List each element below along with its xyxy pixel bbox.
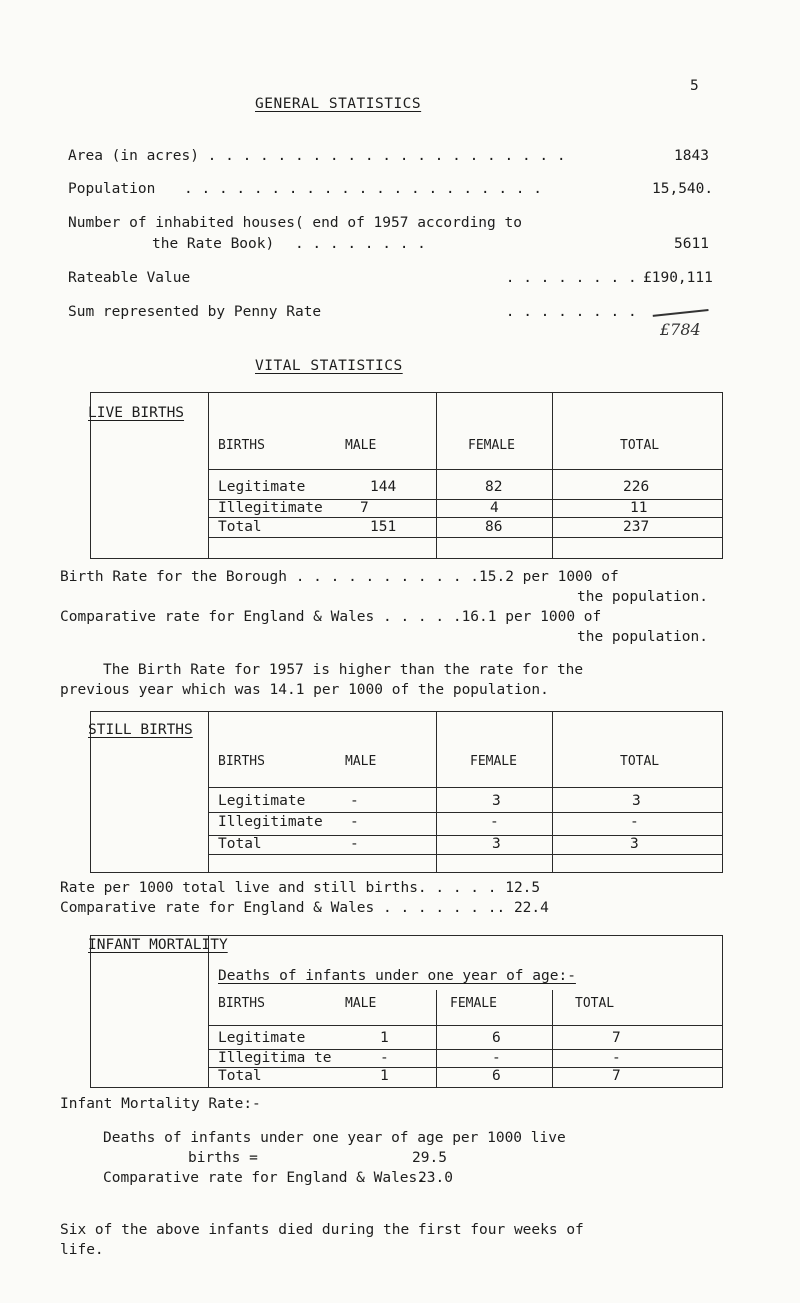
header-female: FEMALE (468, 438, 515, 453)
population-label: Population . . . . . . . . . . . . . . . . . . . . . (68, 181, 542, 197)
row-male: - (380, 1050, 389, 1066)
header-male: MALE (345, 996, 377, 1011)
rateable-label: Rateable Value (68, 270, 191, 286)
row-dash: - (350, 814, 359, 830)
row-label: Legitimate (218, 793, 306, 809)
penny-rate-value: £784 (660, 320, 701, 339)
row-total: 7 (612, 1030, 621, 1046)
infant-mortality-title: INFANT MORTALITY (88, 937, 228, 953)
row-female: 6 (492, 1068, 501, 1084)
row-male: 144 (370, 479, 397, 495)
houses-label: Number of inhabited houses( end of 1957 according to (68, 215, 522, 231)
row-total: 3 (630, 836, 639, 852)
header-female: FEMALE (470, 754, 517, 769)
infant-rate-line: Deaths of infants under one year of age per 1000 live (103, 1130, 566, 1146)
header-female: FEMALE (450, 996, 497, 1011)
row-label: Illegitima te (218, 1050, 332, 1066)
row-male: 151 (370, 519, 397, 535)
row-label: Total (218, 519, 262, 535)
live-births-title: LIVE BIRTHS (88, 405, 185, 421)
row-label: Total (218, 836, 262, 852)
row-female: 3 (492, 793, 501, 809)
row-female: - (492, 1050, 501, 1066)
rateable-leader: . . . . . . . . (497, 270, 637, 286)
birth-rate-paragraph: previous year which was 14.1 per 1000 of the population. (60, 682, 549, 698)
row-female: 86 (485, 519, 503, 535)
closing-line: life. (60, 1242, 104, 1258)
header-births: BIRTHS (218, 438, 265, 453)
row-total: 7 (612, 1068, 621, 1084)
still-births-title: STILL BIRTHS (88, 722, 193, 738)
row-female: 82 (485, 479, 503, 495)
row-female: 3 (492, 836, 501, 852)
header-male: MALE (345, 754, 377, 769)
row-total: - (612, 1050, 621, 1066)
row-label: Illegitimate (218, 814, 323, 830)
birth-rate-paragraph: The Birth Rate for 1957 is higher than the rate for the (103, 662, 584, 678)
row-female: 4 (490, 500, 499, 516)
area-label: Area (in acres) . . . . . . . . . . . . . . . . . . . . . (68, 148, 566, 164)
row-dash: - (350, 836, 359, 852)
row-total: 3 (632, 793, 641, 809)
vital-statistics-heading: VITAL STATISTICS (255, 358, 403, 374)
infant-rate-line: Comparative rate for England & Wales. (103, 1170, 427, 1186)
infant-rate-value: 29.5 (412, 1150, 447, 1166)
penny-rate-struck (651, 297, 708, 317)
header-total: TOTAL (620, 438, 660, 453)
row-label: Legitimate (218, 479, 306, 495)
penny-rate-label: Sum represented by Penny Rate (68, 304, 322, 320)
row-total: 11 (630, 500, 648, 516)
birth-rate-line: Comparative rate for England & Wales . . . . .16.1 per 1000 of (60, 609, 602, 625)
birth-rate-line: Birth Rate for the Borough . . . . . . . . . . .15.2 per 1000 of (60, 569, 619, 585)
row-total: 226 (623, 479, 650, 495)
rateable-value: £190,111 (643, 270, 713, 286)
header-male: MALE (345, 438, 377, 453)
infant-rate-heading: Infant Mortality Rate:- (60, 1096, 261, 1112)
closing-line: Six of the above infants died during the first four weeks of (60, 1222, 584, 1238)
penny-rate-leader: . . . . . . . . (497, 304, 637, 320)
header-births: BIRTHS (218, 996, 265, 1011)
houses-label-cont: the Rate Book) . . . . . . . . (152, 236, 426, 252)
row-male: 1 (380, 1068, 389, 1084)
infant-subtitle: Deaths of infants under one year of age:- (218, 968, 576, 984)
infant-rate-line: births = (188, 1150, 258, 1166)
infant-rate-comparative-value: 23.0 (418, 1170, 453, 1186)
area-value: 1843 (674, 148, 709, 164)
header-births: BIRTHS (218, 754, 265, 769)
birth-rate-line: the population. (577, 629, 708, 645)
still-rate-line: Rate per 1000 total live and still births. . . . . 12.5 (60, 880, 541, 896)
houses-value: 5611 (674, 236, 709, 252)
birth-rate-line: the population. (577, 589, 708, 605)
population-value: 15,540. (652, 181, 714, 197)
page-number: 5 (690, 78, 699, 94)
row-dash: - (350, 793, 359, 809)
row-label: Illegitimate (218, 500, 323, 516)
row-total: 237 (623, 519, 650, 535)
row-label: Legitimate (218, 1030, 306, 1046)
page-heading: GENERAL STATISTICS (255, 96, 422, 112)
row-male: 1 (380, 1030, 389, 1046)
row-male: 7 (360, 500, 369, 516)
row-female: - (490, 814, 499, 830)
row-total: - (630, 814, 639, 830)
row-label: Total (218, 1068, 262, 1084)
header-total: TOTAL (620, 754, 660, 769)
row-female: 6 (492, 1030, 501, 1046)
still-rate-line: Comparative rate for England & Wales . . . . . . .. 22.4 (60, 900, 549, 916)
header-total: TOTAL (575, 996, 615, 1011)
